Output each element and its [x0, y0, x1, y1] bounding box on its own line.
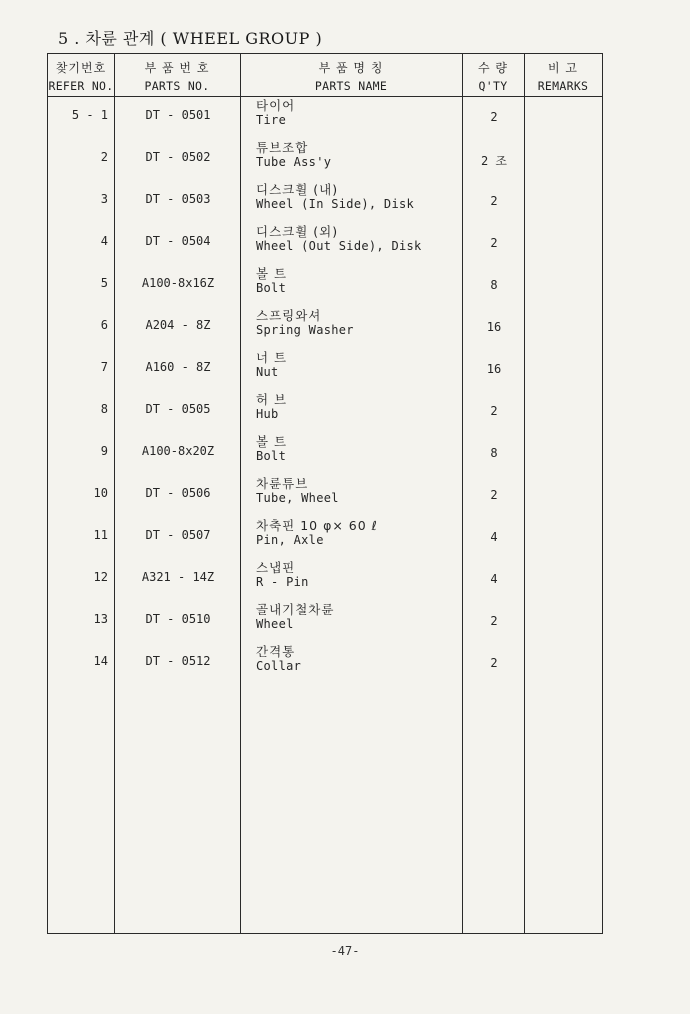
- part-name: [256, 476, 339, 505]
- table-row: [48, 98, 602, 140]
- header-refer-no: [48, 54, 114, 96]
- part-name-en: Collar: [256, 659, 302, 673]
- part-no: DT - 0507: [145, 528, 211, 542]
- header-name-ko: 부 품 명 칭: [318, 61, 384, 75]
- part-name-ko: 차축핀 10 φ× 60 ℓ: [256, 518, 378, 533]
- quantity: 2: [490, 194, 498, 208]
- quantity: 8: [490, 446, 498, 460]
- quantity: 2: [490, 614, 498, 628]
- part-name-en: Hub: [256, 407, 279, 421]
- part-name-en: Spring Washer: [256, 323, 354, 337]
- parts-table: [47, 53, 603, 934]
- part-no: DT - 0512: [145, 654, 211, 668]
- header-refer-en: REFER NO.: [48, 79, 114, 93]
- part-no: A160 - 8Z: [145, 360, 211, 374]
- table-row: [48, 518, 602, 560]
- header-parts-name: [240, 54, 462, 96]
- refer-no: 11: [93, 528, 108, 542]
- part-name: [256, 224, 422, 253]
- quantity: 4: [490, 530, 498, 544]
- part-name-ko: 볼 트: [256, 434, 288, 449]
- quantity: 2: [490, 110, 498, 124]
- part-name-ko: 볼 트: [256, 266, 288, 281]
- part-name: [256, 266, 287, 295]
- refer-no: 2: [100, 150, 108, 164]
- refer-no: 13: [93, 612, 108, 626]
- part-name-ko: 간격통: [256, 644, 296, 659]
- refer-no: 5 - 1: [71, 108, 108, 122]
- header-divider: [48, 96, 602, 97]
- header-parts-no: [114, 54, 240, 96]
- part-name-ko: 디스크휠 (내): [256, 182, 339, 197]
- table-row: [48, 182, 602, 224]
- refer-no: 8: [100, 402, 108, 416]
- part-name-en: Bolt: [256, 281, 287, 295]
- quantity: 2: [490, 656, 498, 670]
- part-name-ko: 스냅핀: [256, 560, 296, 575]
- part-name-ko: 디스크휠 (외): [256, 224, 339, 239]
- part-no: A204 - 8Z: [145, 318, 211, 332]
- header-qty-ko: 수 량: [478, 61, 508, 75]
- part-no: DT - 0504: [145, 234, 211, 248]
- table-row: [48, 224, 602, 266]
- refer-no: 3: [100, 192, 108, 206]
- table-row: [48, 602, 602, 644]
- part-no: DT - 0502: [145, 150, 211, 164]
- part-name-en: Tube Ass'y: [256, 155, 332, 169]
- page-number: -47-: [330, 944, 360, 958]
- part-name-ko: 너 트: [256, 350, 288, 365]
- table-row: [48, 308, 602, 350]
- part-name-en: Nut: [256, 365, 279, 379]
- table-row: [48, 560, 602, 602]
- part-name: [256, 308, 354, 337]
- part-name: [256, 392, 287, 421]
- header-qty: [462, 54, 524, 96]
- part-name: [256, 182, 414, 211]
- part-name-ko: 타이어: [256, 98, 296, 113]
- refer-no: 6: [100, 318, 108, 332]
- table-row: [48, 476, 602, 518]
- header-remarks-ko: 비 고: [548, 61, 578, 75]
- header-remarks: [524, 54, 602, 96]
- table-row: [48, 392, 602, 434]
- header-parts-en: PARTS NO.: [144, 79, 210, 93]
- part-name-ko: 스프링와셔: [256, 308, 322, 323]
- part-name: [256, 98, 295, 127]
- part-name-ko: 골내기철차륜: [256, 602, 335, 617]
- part-name-en: Pin, Axle: [256, 533, 324, 547]
- part-no: DT - 0501: [145, 108, 211, 122]
- part-name-en: Wheel: [256, 617, 294, 631]
- header-name-en: PARTS NAME: [314, 79, 388, 93]
- header-refer-ko: 찾기번호: [55, 61, 107, 75]
- table-row: [48, 644, 602, 686]
- part-no: A321 - 14Z: [141, 570, 215, 584]
- part-no: DT - 0503: [145, 192, 211, 206]
- quantity: 8: [490, 278, 498, 292]
- part-name-ko: 튜브조합: [256, 140, 309, 155]
- refer-no: 9: [100, 444, 108, 458]
- quantity: 16: [486, 362, 502, 376]
- part-name: [256, 350, 287, 379]
- section-title: 5 . 차륜 관계 ( WHEEL GROUP ): [58, 29, 323, 48]
- part-name: [256, 434, 287, 463]
- part-name-en: Tire: [256, 113, 287, 127]
- part-name: [256, 518, 378, 547]
- header-remarks-en: REMARKS: [537, 79, 589, 93]
- quantity: 4: [490, 572, 498, 586]
- quantity: 16: [486, 320, 502, 334]
- refer-no: 7: [100, 360, 108, 374]
- part-name-ko: 허 브: [256, 392, 288, 407]
- part-name: [256, 140, 331, 169]
- part-no: DT - 0510: [145, 612, 211, 626]
- table-row: [48, 140, 602, 182]
- refer-no: 4: [100, 234, 108, 248]
- part-name-en: Bolt: [256, 449, 287, 463]
- quantity: 2: [490, 236, 498, 250]
- table-row: [48, 266, 602, 308]
- header-parts-ko: 부 품 번 호: [144, 61, 210, 75]
- part-name-en: Wheel (Out Side), Disk: [256, 239, 422, 253]
- quantity: 2: [490, 404, 498, 418]
- part-no: A100-8x16Z: [141, 276, 215, 290]
- part-no: DT - 0505: [145, 402, 211, 416]
- part-name-en: R - Pin: [256, 575, 309, 589]
- table-row: [48, 434, 602, 476]
- header-qty-en: Q'TY: [478, 79, 508, 93]
- refer-no: 10: [93, 486, 108, 500]
- quantity: 2: [490, 488, 498, 502]
- part-name-en: Tube, Wheel: [256, 491, 339, 505]
- table-row: [48, 350, 602, 392]
- refer-no: 5: [100, 276, 108, 290]
- part-no: DT - 0506: [145, 486, 211, 500]
- refer-no: 14: [93, 654, 108, 668]
- part-name-en: Wheel (In Side), Disk: [256, 197, 415, 211]
- part-name-ko: 차륜튜브: [256, 476, 309, 491]
- part-no: A100-8x20Z: [141, 444, 215, 458]
- part-name: [256, 644, 301, 673]
- part-name: [256, 602, 334, 631]
- refer-no: 12: [93, 570, 108, 584]
- part-name: [256, 560, 309, 589]
- quantity: 2 조: [480, 154, 508, 168]
